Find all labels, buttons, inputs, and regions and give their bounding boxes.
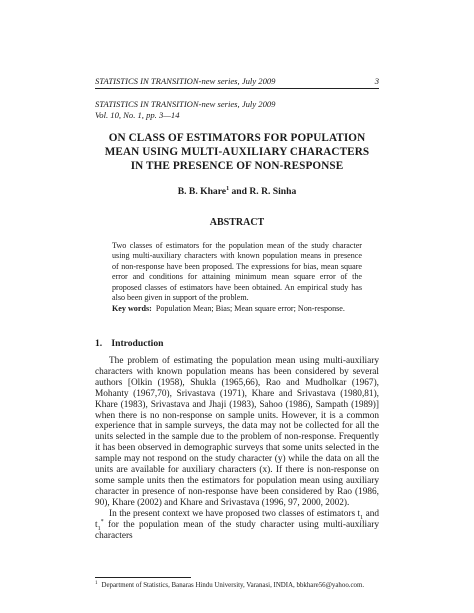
running-header: [95, 76, 379, 86]
keywords-text: Population Mean; Bias; Mean square error; Non-response.: [155, 304, 345, 313]
running-title: STATISTICS IN TRANSITION-new series, July 2009: [95, 76, 276, 86]
introduction-body: [95, 356, 379, 541]
author-footnote-mark: 1: [226, 185, 230, 192]
paragraph-text: and t: [95, 508, 380, 530]
paragraph: The problem of estimating the population mean using multi-auxiliary characters with known population means has been considered by several authors [Olkin (1958), Shukla (1965,66), Rao and Mudholkar (1967), Mohanty (1967,70), Srivastava (1971), Khare and Srivastava (1980,81), Khare (1983), Srivastava and Jhaji (1983), Sahoo (1986), Sampath (1989)] when there is no non-response on sample units. However, it is a common experience that in sample surveys, the data may not be collected for all the units selected in the sample due to the problem of non-response. Frequently it has been observed in demographic surveys that some units selected in the sample may not respond on the study character (y) while the data on all the units are available for auxiliary characters (x). If there is non-response on some sample units then the estimators for population mean using auxiliary character in presence of non-response have been considered by Rao (1986, 90), Khare (2002) and Khare and Srivastava (1996, 97, 2000, 2002).: [95, 356, 379, 508]
author-name: B. B. Khare: [177, 186, 227, 197]
journal-volume: Vol. 10, No. 1, pp. 3—14: [95, 110, 180, 120]
page-number: 3: [374, 76, 379, 86]
title-line: MEAN USING MULTI-AUXILIARY CHARACTERS: [104, 146, 370, 158]
header-rule: [95, 88, 379, 89]
paper-title: [95, 131, 379, 173]
section-heading: [95, 338, 163, 349]
paragraph: [95, 509, 379, 542]
section-number: 1.: [95, 338, 103, 349]
keywords: [112, 304, 362, 314]
subscript: 1: [97, 525, 101, 532]
journal-info: [95, 99, 275, 121]
author-name: and R. R. Sinha: [229, 186, 297, 197]
footnote-text: Department of Statistics, Banaras Hindu University, Varanasi, INDIA, bbkhare56@yahoo.com.: [101, 582, 365, 589]
footnote-rule: [95, 577, 191, 578]
footnote: [95, 581, 394, 590]
keywords-label: Key words:: [112, 304, 152, 313]
author-line: [95, 186, 379, 197]
section-title: Introduction: [111, 338, 164, 349]
title-line: ON CLASS OF ESTIMATORS FOR POPULATION: [108, 132, 366, 144]
paragraph-text: In the present context we have proposed two classes of estimators t: [109, 508, 361, 519]
title-line: IN THE PRESENCE OF NON-RESPONSE: [130, 160, 344, 172]
paragraph-text: for the population mean of the study character using multi-auxiliary characters: [95, 519, 379, 541]
footnote-mark: 1: [95, 580, 98, 586]
abstract-heading: ABSTRACT: [209, 217, 265, 228]
subscript: 1: [360, 514, 364, 521]
abstract-text: Two classes of estimators for the population mean of the study character using multi-auxiliary characters with known population means in presence of non-response have been proposed. The expressions for bias, mean square error and conditions for attaining minimum mean square error of the proposed classes of estimators have been obtained. An empirical study has also been given in support of the problem.: [112, 241, 362, 303]
journal-name: STATISTICS IN TRANSITION-new series, July 2009: [95, 99, 276, 109]
superscript: *: [100, 518, 104, 525]
